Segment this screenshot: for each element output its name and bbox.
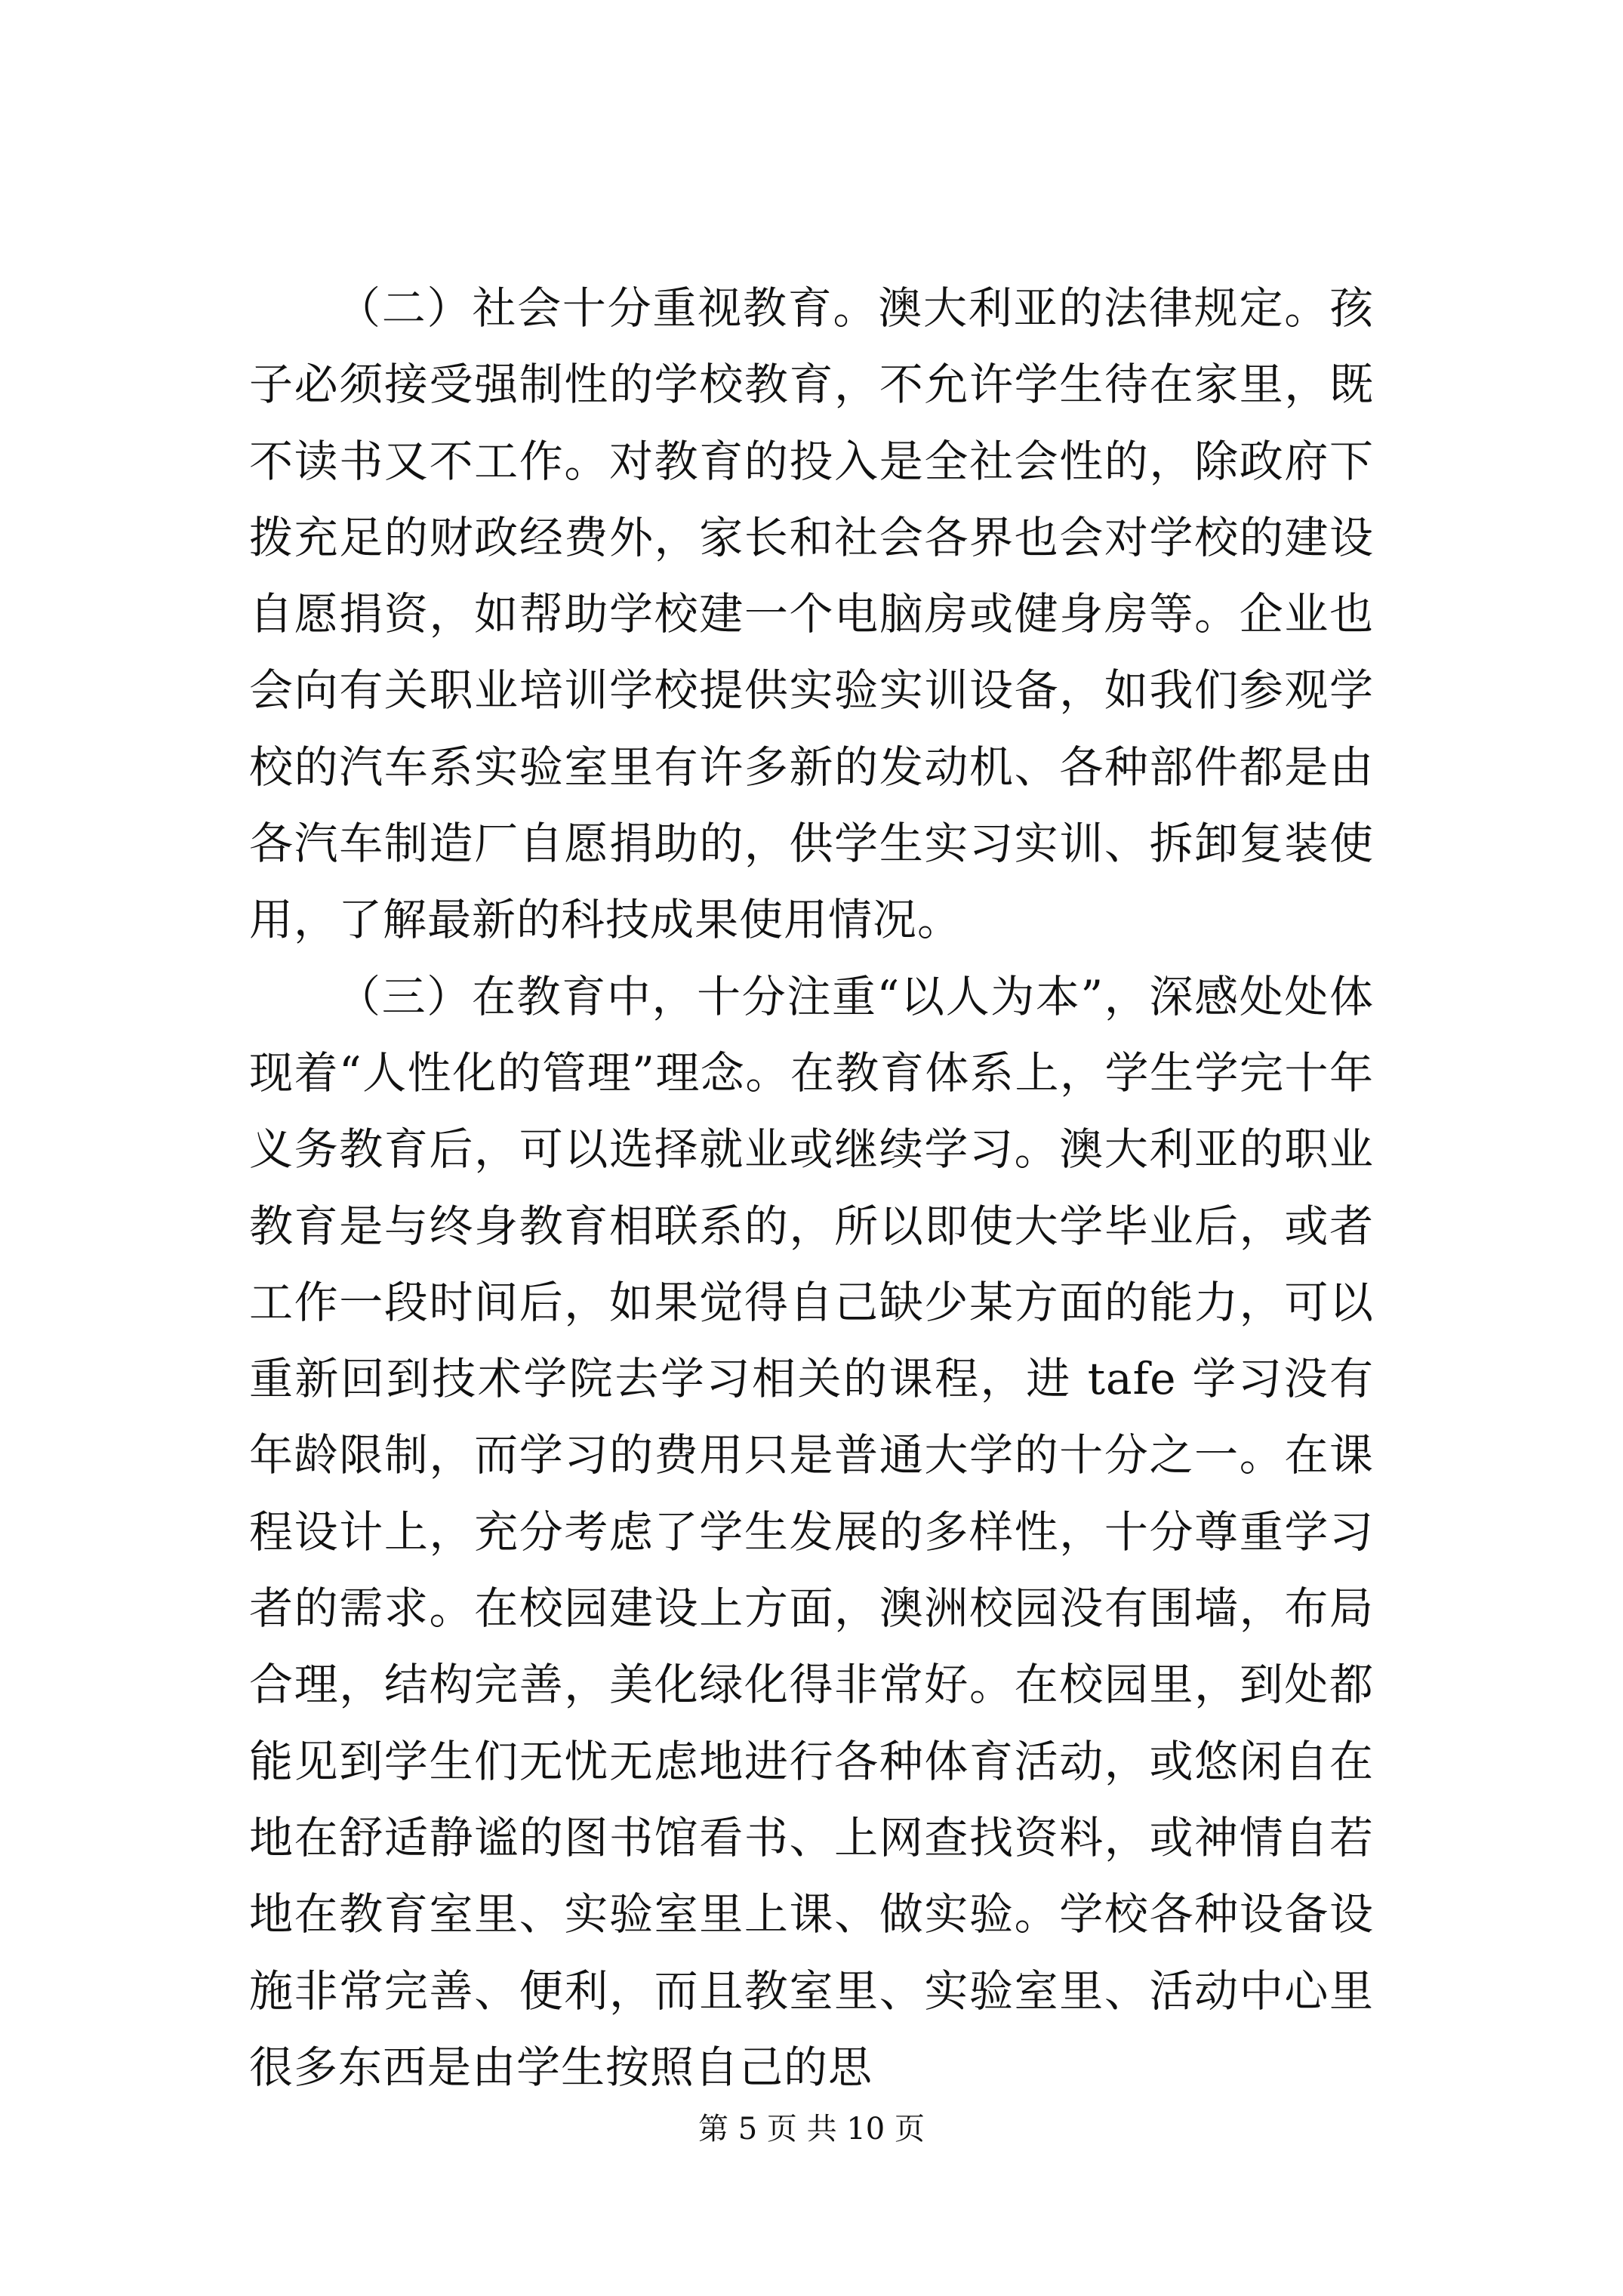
paragraph-section-3: （三）在教育中，十分注重“以人为本”，深感处处体现着“人性化的管理”理念。在教育体系上，学生学完十年义务教育后，可以选择就业或继续学习。澳大利亚的职业教育是与终身教育相联系的，所以即使大学毕业后，或者工作一段时间后，如果觉得自己缺少某方面的能力，可以重新回到技术学院去学习相关的课程，进 tafe 学习没有年龄限制，而学习的费用只是普通大学的十分之一。在课程设计上，充分考虑了学生发展的多样性，十分尊重学习者的需求。在校园建设上方面，澳洲校园没有围墙，布局合理，结构完善，美化绿化得非常好。在校园里，到处都能见到学生们无忧无虑地进行各种体育活动，或悠闲自在地在舒适静谧的图书馆看书、上网查找资料，或神情自若地在教育室里、实验室里上课、做实验。学校各种设备设施非常完善、便利，而且教室里、实验室里、活动中心里很多东西是由学生按照自己的思: [249, 970, 1374, 2093]
page-number-footer: 第 5 页 共 10 页: [698, 2112, 925, 2147]
document-body: [249, 270, 1374, 2106]
paragraph-section-2: （二）社会十分重视教育。澳大利亚的法律规定。孩子必须接受强制性的学校教育，不允许学生待在家里，既不读书又不工作。对教育的投入是全社会性的，除政府下拨充足的财政经费外，家长和社会各界也会对学校的建设自愿捐资，如帮助学校建一个电脑房或健身房等。企业也会向有关职业培训学校提供实验实训设备，如我们参观学校的汽车系实验室里有许多新的发动机、各种部件都是由各汽车制造厂自愿捐助的，供学生实习实训、拆卸复装使用，了解最新的科技成果使用情况。: [249, 282, 1374, 946]
